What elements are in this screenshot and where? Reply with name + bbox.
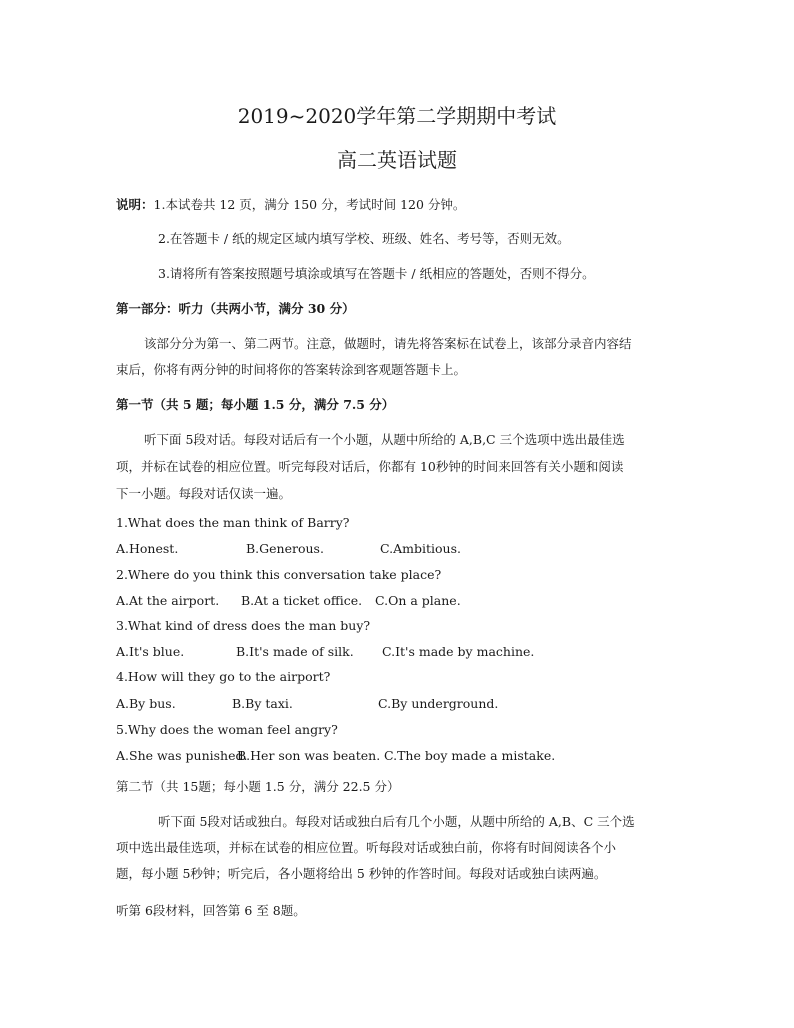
question-2-option-b: B.At a ticket office.: [241, 593, 363, 608]
question-3: 3.What kind of dress does the man buy?: [116, 618, 371, 633]
instructions-item-2: 2.在答题卡 / 纸的规定区域内填写学校、班级、姓名、考号等，否则无效。: [158, 231, 570, 246]
section1-heading: 第一节（共 5 题；每小题 1.5 分，满分 7.5 分）: [116, 397, 395, 412]
question-3-option-c: C.It's made by machine.: [382, 644, 535, 659]
part1-intro-line-2: 束后，你将有两分钟的时间将你的答案转涂到客观题答题卡上。: [116, 362, 467, 377]
question-2-option-c: C.On a plane.: [375, 593, 461, 608]
question-1-option-a: A.Honest.: [116, 541, 179, 556]
question-3-option-a: A.It's blue.: [116, 644, 185, 659]
part1-heading: 第一部分：听力（共两小节，满分 30 分）: [116, 301, 355, 316]
section2-intro-line-3: 题，每小题 5秒钟；听完后，各小题将给出 5 秒钟的作答时间。每段对话或独白读两遍。: [116, 866, 607, 881]
part1-intro-line-1: 该部分分为第一、第二两节。注意，做题时，请先将答案标在试卷上，该部分录音内容结: [144, 336, 632, 351]
instructions-item-3: 3.请将所有答案按照题号填涂或填写在答题卡 / 纸相应的答题处，否则不得分。: [158, 266, 595, 281]
instructions-item-1: [116, 196, 465, 214]
section2-intro-line-1: 听下面 5段对话或独白。每段对话或独白后有几个小题，从题中所给的 A,B、C 三个选: [158, 814, 635, 829]
exam-subtitle: 高二英语试题: [337, 148, 457, 172]
instructions-text-1: 1.本试卷共 12 页，满分 150 分，考试时间 120 分钟。: [153, 197, 466, 212]
section1-intro-line-2: 项，并标在试卷的相应位置。听完每段对话后，你都有 10秒钟的时间来回答有关小题和阅读: [116, 459, 624, 474]
question-5: 5.Why does the woman feel angry?: [116, 722, 338, 737]
section1-intro-line-3: 下一小题。每段对话仅读一遍。: [116, 486, 292, 501]
exam-title: 2019~2020学年第二学期期中考试: [237, 104, 557, 128]
question-3-option-b: B.It's made of silk.: [236, 644, 354, 659]
question-4: 4.How will they go to the airport?: [116, 669, 331, 684]
section1-intro-line-1: 听下面 5段对话。每段对话后有一个小题，从题中所给的 A,B,C 三个选项中选出最佳选: [144, 432, 625, 447]
question-1-option-b: B.Generous.: [246, 541, 324, 556]
question-4-option-c: C.By underground.: [378, 696, 499, 711]
instructions-label: 说明：: [116, 197, 154, 212]
question-1: 1.What does the man think of Barry?: [116, 515, 350, 530]
question-5-option-c: C.The boy made a mistake.: [384, 748, 556, 763]
question-2: 2.Where do you think this conversation take place?: [116, 567, 442, 582]
question-4-option-a: A.By bus.: [116, 696, 176, 711]
question-1-option-c: C.Ambitious.: [380, 541, 461, 556]
question-5-option-b: B.Her son was beaten.: [237, 748, 381, 763]
question-2-option-a: A.At the airport.: [116, 593, 220, 608]
section2-material-note: 听第 6段材料，回答第 6 至 8题。: [116, 903, 306, 918]
question-5-option-a: A.She was punished.: [116, 748, 248, 763]
section2-intro-line-2: 项中选出最佳选项，并标在试卷的相应位置。听每段对话或独白前，你将有时间阅读各个小: [116, 840, 617, 855]
question-4-option-b: B.By taxi.: [232, 696, 293, 711]
section2-heading: 第二节（共 15题；每小题 1.5 分，满分 22.5 分）: [116, 779, 400, 794]
